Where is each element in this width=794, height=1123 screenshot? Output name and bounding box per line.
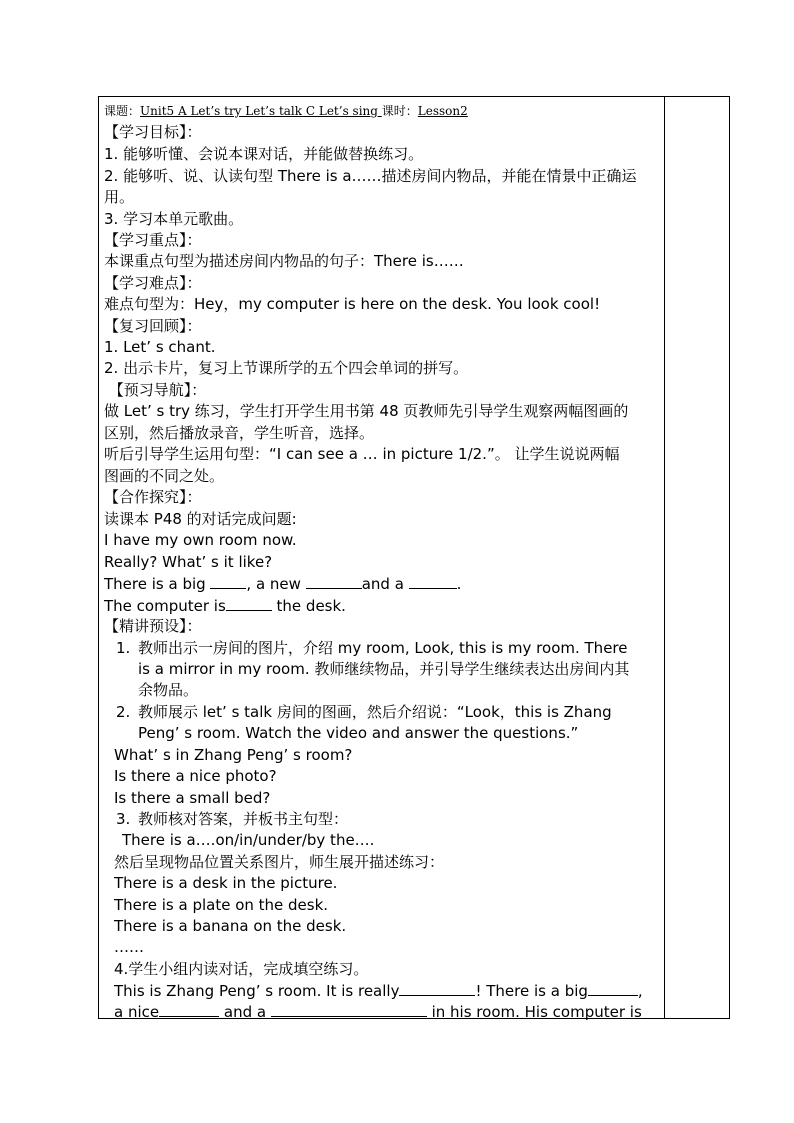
fill-blank[interactable]	[306, 573, 362, 589]
key-point-text: 本课重点句型为描述房间内物品的句子：There is……	[104, 252, 464, 270]
fill-in-line: This is Zhang Peng’ s room. It is really ! There is a big ,	[114, 982, 643, 1000]
design-question: What’ s in Zhang Peng’ s room?	[114, 746, 353, 764]
preview-line: 听后引导学生运用句型：“I can see a … in picture 1/2.”。 让学生说说两幅	[104, 445, 620, 463]
design-item-line: Peng’ s room. Watch the video and answer the questions.”	[138, 724, 579, 742]
preview-title: 【预习导航】：	[104, 381, 207, 399]
objective-item: 3. 学习本单元歌曲。	[104, 210, 244, 228]
table-column-divider	[664, 96, 665, 1019]
fill-blank[interactable]	[210, 573, 246, 589]
header-prefix: 课题：	[104, 104, 141, 118]
sentence-pattern: There is a….on/in/under/by the….	[122, 831, 375, 849]
design-item-4: 4.学生小组内读对话，完成填空练习。	[114, 960, 369, 978]
fill-blank[interactable]	[409, 573, 457, 589]
example-sentence: There is a desk in the picture.	[114, 874, 338, 892]
fill-blank[interactable]	[588, 980, 638, 996]
example-sentence: There is a banana on the desk.	[114, 917, 347, 935]
preview-line: 区别，然后播放录音，学生听音，选择。	[104, 424, 375, 442]
cooperation-blank-line: There is a big , a new and a .	[104, 575, 462, 593]
difficulty-title: 【学习难点】：	[104, 274, 202, 292]
review-title: 【复习回顾】：	[104, 317, 202, 335]
review-item: 1. Let’ s chant.	[104, 338, 216, 356]
objectives-title: 【学习目标】：	[104, 123, 202, 141]
cooperation-line: I have my own room now.	[104, 531, 297, 549]
design-item-line: 余物品。	[138, 681, 199, 699]
objective-item: 1. 能够听懂、会说本课对话，并能做替换练习。	[104, 145, 424, 163]
preview-line: 做 Let’ s try 练习，学生打开学生用书第 48 页教师先引导学生观察两幅图画的	[104, 402, 629, 420]
objective-item: 用。	[104, 188, 135, 206]
design-title: 【精讲预设】：	[104, 617, 202, 635]
design-question: Is there a small bed?	[114, 789, 271, 807]
cooperation-line: Really? What’ s it like?	[104, 553, 273, 571]
cooperation-line: 读课本 P48 的对话完成问题:	[104, 510, 297, 528]
header-lesson-value: Lesson2	[417, 104, 468, 118]
header-lesson-label: 课时：	[381, 104, 418, 118]
difficulty-text: 难点句型为：Hey，my computer is here on the desk. You look cool!	[104, 295, 601, 313]
key-point-title: 【学习重点】：	[104, 231, 202, 249]
design-item-3: 3. 教师核对答案，并板书主句型：	[116, 810, 349, 828]
example-sentence: There is a plate on the desk.	[114, 896, 329, 914]
lesson-header	[104, 101, 468, 122]
fill-in-line: a nice and a in his room. His computer is	[114, 1003, 642, 1021]
design-item-line: is a mirror in my room. 教师继续物品，并引导学生继续表达出房间内其	[138, 660, 630, 678]
ellipsis: ……	[114, 938, 144, 956]
cooperation-blank-line: The computer is the desk.	[104, 597, 346, 615]
practice-intro: 然后呈现物品位置关系图片，师生展开描述练习：	[114, 853, 445, 871]
fill-blank[interactable]	[271, 1001, 427, 1017]
design-question: Is there a nice photo?	[114, 767, 277, 785]
header-topic: Unit5 A Let’s try Let’s talk C Let’s sing	[140, 104, 382, 118]
fill-blank[interactable]	[226, 595, 272, 611]
fill-blank[interactable]	[399, 980, 475, 996]
design-item-1: 1. 教师出示一房间的图片，介绍 my room, Look, this is my room. There	[116, 639, 628, 657]
preview-line: 图画的不同之处。	[104, 467, 225, 485]
cooperation-title: 【合作探究】：	[104, 488, 202, 506]
design-item-2: 2. 教师展示 let’ s talk 房间的图画，然后介绍说：“Look，this is Zhang	[116, 703, 612, 721]
fill-blank[interactable]	[159, 1001, 219, 1017]
review-item: 2. 出示卡片，复习上节课所学的五个四会单词的拼写。	[104, 359, 469, 377]
objective-item: 2. 能够听、说、认读句型 There is a……描述房间内物品，并能在情景中正确运	[104, 167, 637, 185]
